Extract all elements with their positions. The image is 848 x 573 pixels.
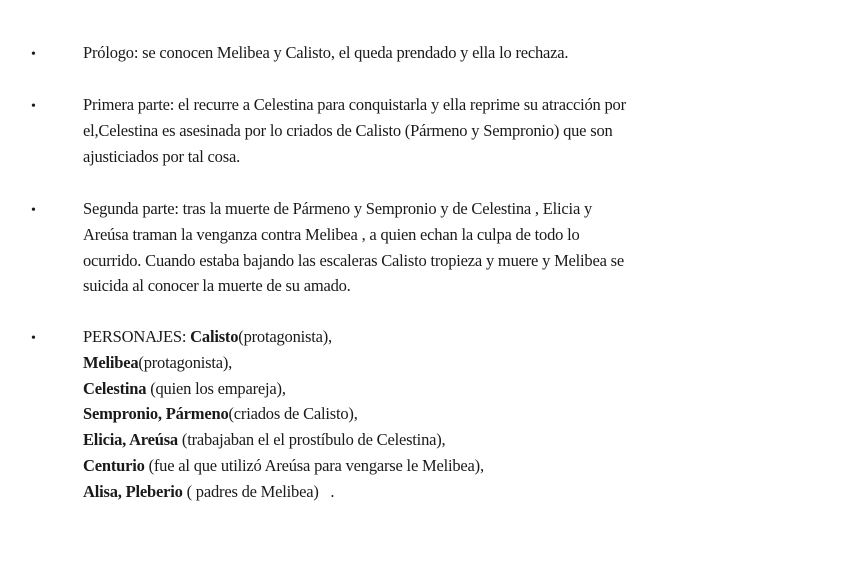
- character-line: [83, 350, 818, 376]
- text-line: suicida al conocer la muerte de su amado.: [83, 276, 351, 296]
- text-line: Segunda parte: tras la muerte de Pármeno y Sempronio y de Celestina , Elicia y: [83, 199, 593, 218]
- character-name: Alisa, Pleberio: [83, 481, 183, 501]
- character-line: [83, 401, 818, 427]
- personajes-heading: PERSONAJES:: [83, 327, 191, 346]
- bullet-icon: •: [31, 99, 36, 114]
- character-line: [83, 427, 818, 453]
- text-line: Areúsa traman la venganza contra Melibea , a quien echan la culpa de todo lo: [83, 224, 580, 244]
- character-description: (trabajaban el el prostíbulo de Celestina),: [177, 430, 446, 450]
- bullet-icon: •: [31, 47, 36, 62]
- text-line: el,Celestina es asesinada por lo criados de Calisto (Pármeno y Sempronio) que son: [83, 120, 613, 140]
- character-name: Calisto: [190, 327, 239, 346]
- character-name: Celestina: [83, 378, 147, 398]
- character-line: [83, 324, 818, 350]
- text-line: Primera parte: el recurre a Celestina para conquistarla y ella reprime su atracción por: [83, 95, 626, 114]
- character-line: [83, 376, 818, 402]
- text-line: ocurrido. Cuando estaba bajando las escaleras Calisto tropieza y muere y Melibea se: [83, 250, 624, 270]
- list-item-text: [83, 324, 818, 505]
- list-item-text: [83, 92, 818, 169]
- character-description: ( padres de Melibea) .: [182, 481, 335, 501]
- list-item-text: [83, 196, 818, 299]
- character-name: Elicia, Areúsa: [83, 430, 178, 450]
- character-name: Centurio: [83, 455, 145, 475]
- text-line: ajusticiados por tal cosa.: [83, 146, 241, 166]
- character-description: (fue al que utilizó Areúsa para vengarse le Melibea),: [144, 455, 484, 475]
- text-line: Prólogo: se conocen Melibea y Calisto, el queda prendado y ella lo rechaza.: [83, 43, 569, 62]
- character-line: [83, 453, 818, 479]
- list-item-text: [83, 40, 818, 66]
- character-description: (protagonista),: [138, 352, 233, 372]
- character-name: Sempronio, Pármeno: [83, 404, 229, 424]
- bullet-icon: •: [31, 203, 36, 218]
- bullet-icon: •: [31, 331, 36, 346]
- character-description: (criados de Calisto),: [228, 404, 358, 424]
- character-name: Melibea: [83, 352, 139, 372]
- character-line: [83, 479, 818, 505]
- character-description: (protagonista),: [238, 327, 332, 346]
- character-description: (quien los empareja),: [146, 378, 286, 398]
